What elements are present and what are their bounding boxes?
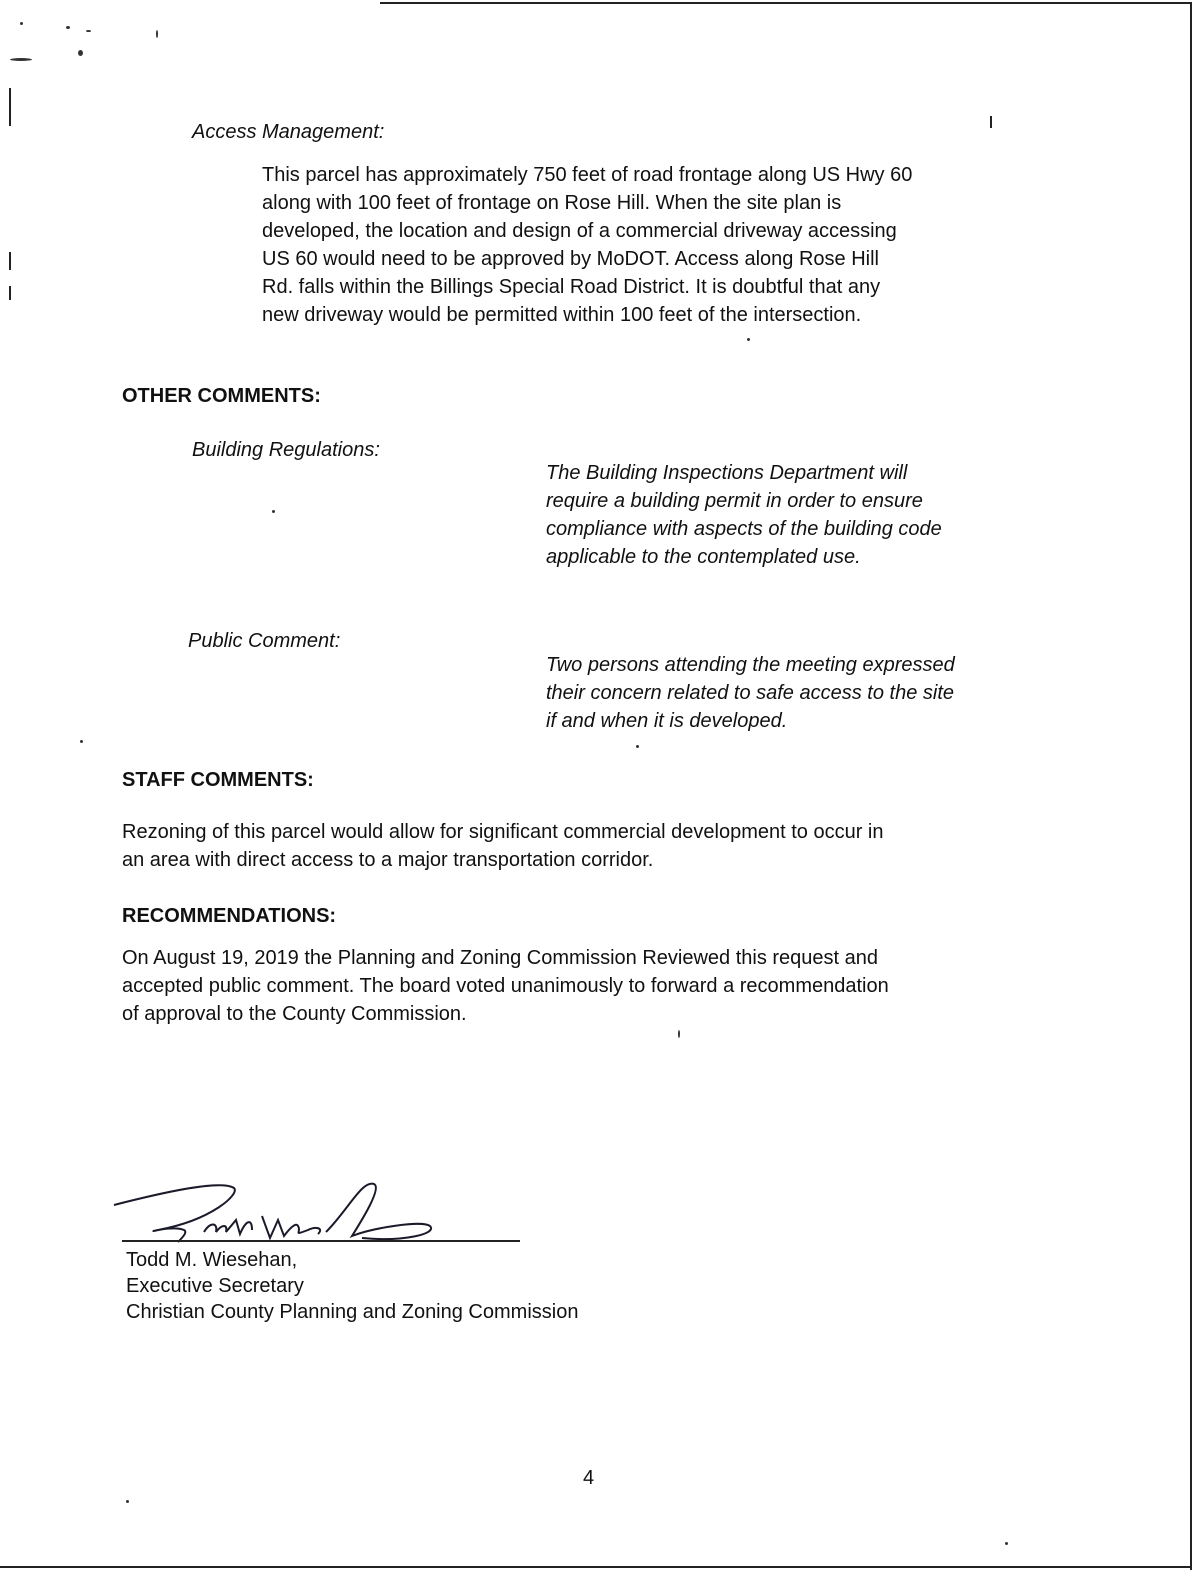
left-margin-mark — [9, 286, 11, 300]
public-comment-text: Two persons attending the meeting expressed their concern related to safe access to the site if and when it is developed. — [546, 654, 955, 732]
scan-speck — [86, 30, 91, 32]
scan-speck — [1005, 1542, 1008, 1545]
building-regulations-text: The Building Inspections Department will require a building permit in order to ensure compliance with aspects of the building code applicable to the contemplated use. — [546, 462, 942, 568]
scan-speck — [678, 1030, 680, 1038]
recommendations-heading: RECOMMENDATIONS: — [122, 905, 337, 927]
access-management-heading: Access Management: — [192, 121, 385, 143]
scan-speck — [272, 510, 275, 513]
scan-speck — [636, 745, 639, 748]
scan-speck — [10, 58, 32, 61]
access-management-body: This parcel has approximately 750 feet of road frontage along US Hwy 60 along with 100 feet of frontage on Rose Hill. When the site plan is developed, the location and design of a commercial driveway accessing US 60 would need to be approved by MoDOT. Access along Rose Hill Rd. falls within the Billings Special Road District. It is doubtful that any new driveway would be permitted within 100 feet of the intersection. — [262, 164, 913, 326]
scan-speck — [747, 338, 750, 341]
scan-speck — [156, 30, 158, 38]
signer-name: Todd M. Wiesehan, — [126, 1249, 298, 1271]
other-comments-heading: OTHER COMMENTS: — [122, 385, 321, 407]
right-margin-mark — [990, 116, 992, 128]
staff-comments-body: Rezoning of this parcel would allow for significant commercial development to occur in an area with direct access to a major transportation corridor. — [122, 821, 884, 871]
top-border-line — [380, 2, 1192, 4]
scan-speck — [126, 1500, 129, 1503]
scan-speck — [20, 22, 23, 25]
scan-speck — [80, 740, 83, 743]
public-comment-label: Public Comment: — [188, 630, 341, 652]
signature-line — [122, 1240, 520, 1242]
scan-speck — [66, 26, 70, 29]
staff-comments-heading: STAFF COMMENTS: — [122, 769, 314, 791]
left-margin-mark — [9, 88, 11, 126]
scan-speck — [78, 50, 83, 56]
recommendations-body: On August 19, 2019 the Planning and Zoning Commission Reviewed this request and accepted public comment. The board voted unanimously to forward a recommendation of approval to the County Commission. — [122, 947, 889, 1025]
bottom-border-line — [0, 1566, 1192, 1568]
page-number: 4 — [583, 1467, 595, 1489]
signer-title: Executive Secretary — [126, 1275, 304, 1297]
signer-organization: Christian County Planning and Zoning Commission — [126, 1301, 579, 1323]
building-regulations-label: Building Regulations: — [192, 439, 380, 461]
handwritten-signature — [112, 1170, 532, 1250]
right-border-line — [1190, 2, 1192, 1570]
left-margin-mark — [9, 252, 11, 270]
